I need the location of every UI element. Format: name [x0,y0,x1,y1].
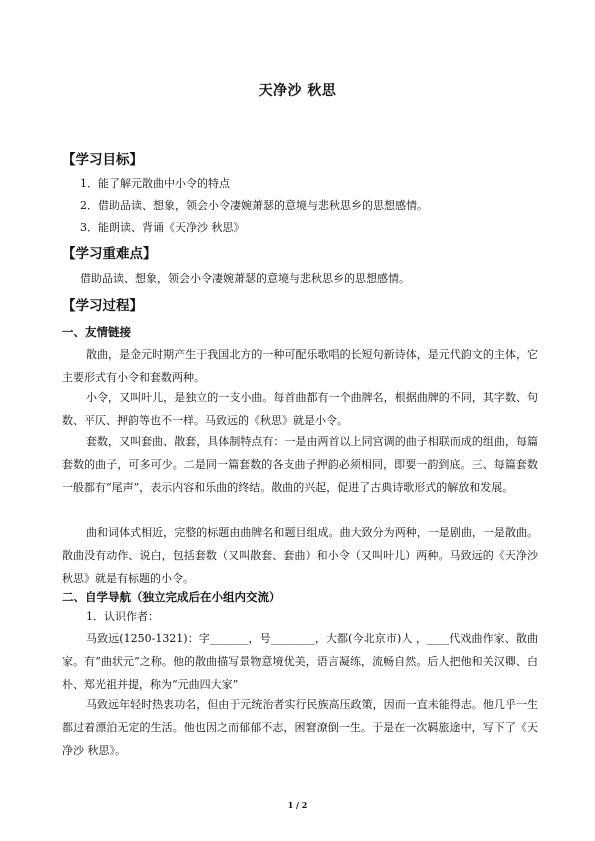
goal-item-2: 2．借助品读、想象，领会小令凄婉萧瑟的意境与悲秋思乡的思想感情。 [80,199,428,212]
document-title: 天净沙 秋思 [258,83,337,99]
paragraph-sanqu: 散曲，是金元时期产生于我国北方的一种可配乐歌唱的长短句新诗体，是元代韵文的主体，它主要形式有小令和套数两种。 [62,348,538,384]
section-heading-key-points: 【学习重难点】 [62,246,157,262]
section-heading-goals: 【学习目标】 [62,152,143,168]
paragraph-xiaoling: 小令，又叫叶儿，是独立的一支小曲。每首曲都有一个曲牌名，根据曲牌的不同，其字数、句数、平仄、押韵等也不一样。马致远的《秋思》就是小令。 [62,391,538,427]
page-number: 1 / 2 [287,800,308,810]
paragraph-author-info: 马致远(1250-1321)：字_______，号________，大都(今北京市)人 ，____代戏曲作家、散曲家。有“曲状元”之称。他的散曲描写景物意境优美，语言凝练，流畅自然。后人把他和关汉卿、白朴、郑光祖并提，称为“元曲四大家” [62,632,538,691]
paragraph-author-life: 马致远年轻时热衷功名，但由于元统治者实行民族高压政策，因而一直未能得志。他几乎一生都过着漂泊无定的生活。他也因之而郁郁不志，困窘潦倒一生。于是在一次羁旅途中，写下了《天净沙 秋思》。 [62,698,538,757]
section-heading-process: 【学习过程】 [62,298,143,314]
self-study-item-1: 1．认识作者： [86,610,159,623]
paragraph-qu-ci: 曲和词体式相近，完整的标题由曲牌名和题目组成。曲大致分为两种，一是剧曲，一是散曲。散曲没有动作、说白，包括套数（又叫散套、套曲）和小令（又叫叶儿）两种。马致远的《天净沙 秋思》就是有标题的小令。 [62,526,538,585]
key-points-text: 借助品读、想象，领会小令凄婉萧瑟的意境与悲秋思乡的思想感情。 [80,272,410,285]
goal-item-3: 3．能朗读、背诵《天净沙 秋思》 [80,221,245,234]
goal-item-1: 1．能了解元散曲中小令的特点 [80,177,230,190]
paragraph-taoshu: 套数，又叫套曲、散套，具体制特点有：一是由两首以上同宫调的曲子相联而成的组曲，每篇套数的曲子，可多可少。二是同一篇套数的各支曲子押韵必须相同，即要一韵到底。三、每篇套数一般都有“尾声”，表示内容和乐曲的终结。散曲的兴起，促进了古典诗歌形式的解放和发展。 [62,435,538,494]
subsection-heading-friendly-link: 一、友情链接 [62,325,131,339]
subsection-heading-self-study: 二、自学导航（独立完成后在小组内交流） [62,590,281,604]
